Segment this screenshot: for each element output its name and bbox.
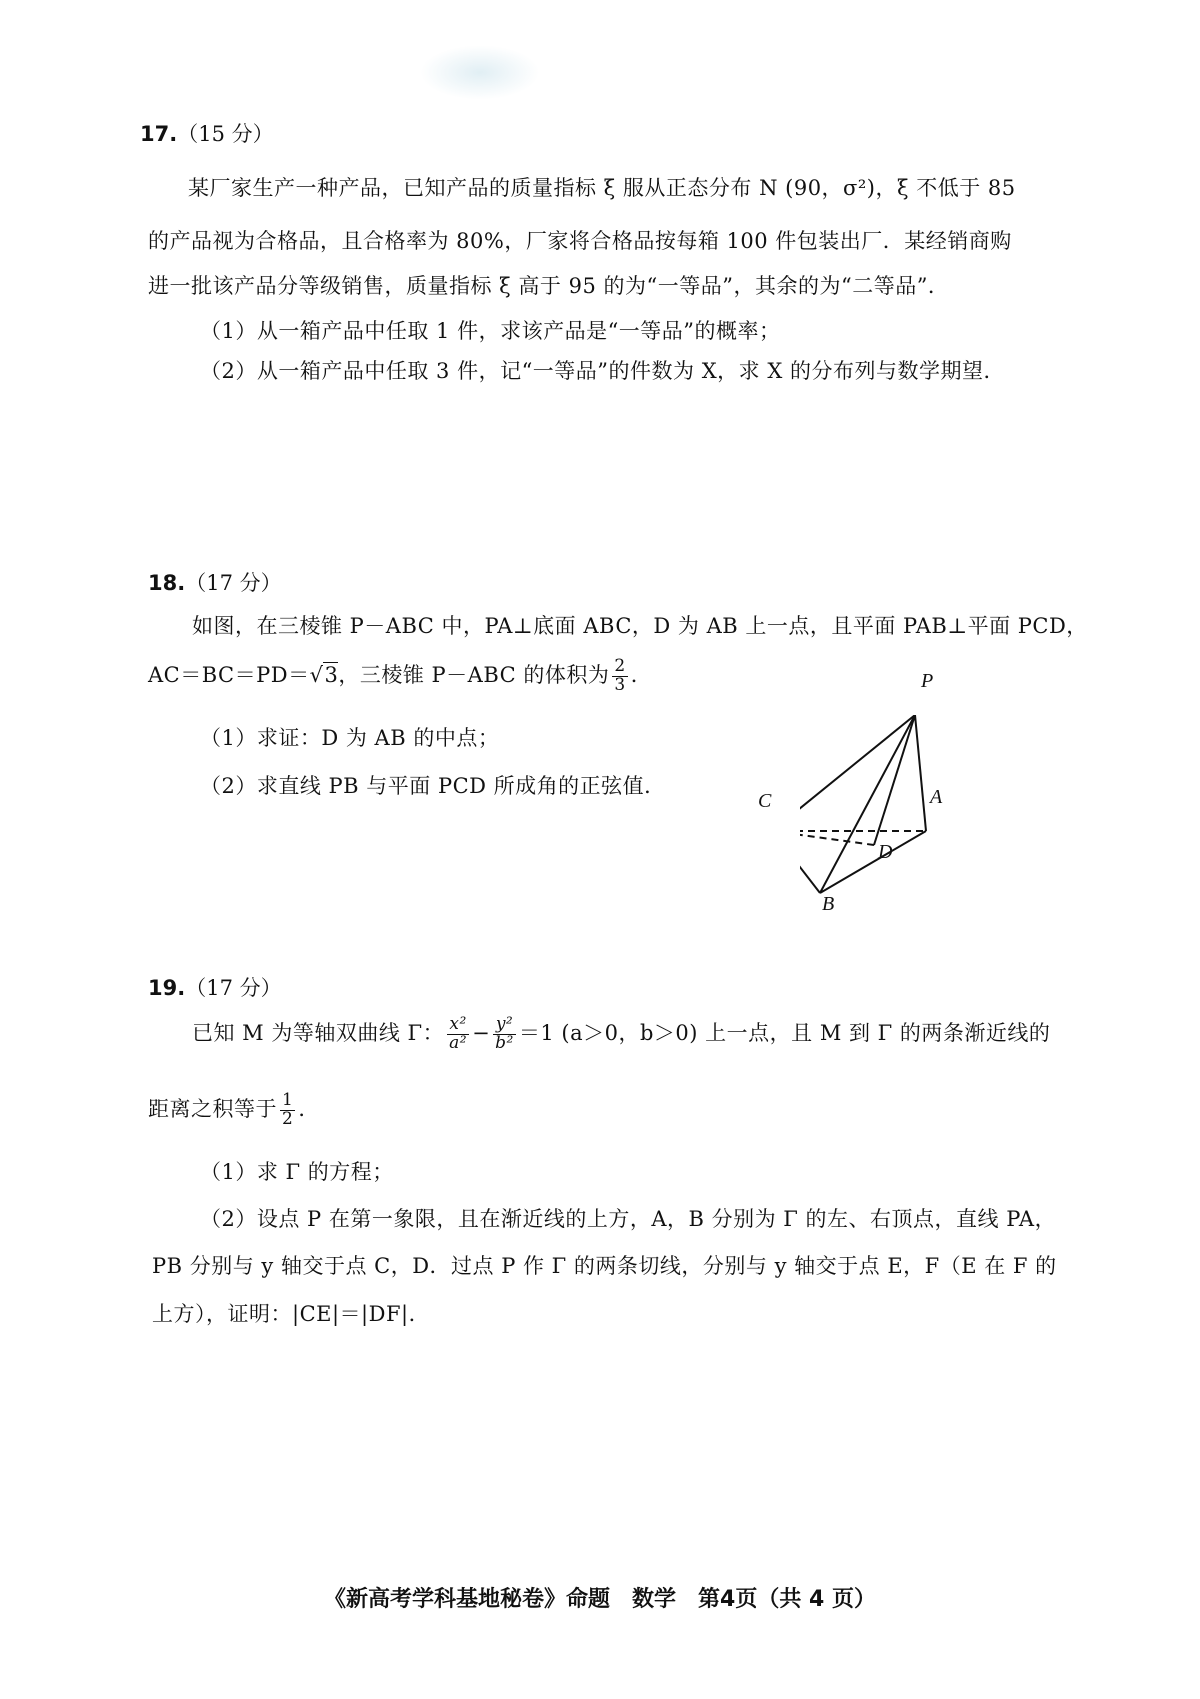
q18-number: 18.	[148, 571, 186, 595]
half-numerator: 1	[282, 1090, 294, 1110]
eq-rest: ＝1 (a＞0，b＞0) 上一点，且 M 到 Γ 的两条渐近线的	[518, 1020, 1051, 1045]
q17-score: （15 分）	[177, 122, 274, 146]
volume-numerator: 2	[614, 656, 626, 676]
q19-part1: （1）求 Γ 的方程；	[200, 1160, 394, 1184]
label-D: D	[878, 841, 893, 863]
q17-stem-line3: 进一批该产品分等级销售，质量指标 ξ 高于 95 的为“一等品”，其余的为“二等品”．	[148, 274, 950, 298]
q19-part2-line1: （2）设点 P 在第一象限，且在渐近线的上方，A，B 分别为 Γ 的左、右顶点，直线 PA，	[200, 1207, 1057, 1231]
q19-number: 19.	[148, 976, 186, 1000]
label-B: B	[822, 893, 835, 915]
q17-number: 17.	[140, 122, 178, 146]
q18-stem-line2-pre: AC＝BC＝PD＝	[148, 662, 310, 687]
q19-score: （17 分）	[185, 976, 282, 1000]
q17-stem-line2: 的产品视为合格品，且合格率为 80%，厂家将合格品按每箱 100 件包装出厂．某经销商购	[148, 229, 1012, 253]
q19-stem-line1	[192, 1016, 1050, 1053]
half-denominator: 2	[282, 1108, 294, 1129]
x-fraction	[447, 1016, 469, 1053]
q18-part2: （2）求直线 PB 与平面 PCD 所成角的正弦值．	[200, 774, 666, 798]
q17-part1: （1）从一箱产品中任取 1 件，求该产品是“一等品”的概率；	[200, 319, 781, 343]
q17-header	[140, 118, 274, 148]
q18-part1: （1）求证：D 为 AB 的中点；	[200, 726, 500, 750]
q18-stem-line1: 如图，在三棱锥 P－ABC 中，PA⊥底面 ABC，D 为 AB 上一点，且平面 PAB⊥平面 PCD，	[192, 614, 1088, 638]
q18-stem-line2	[148, 658, 652, 695]
figure-labels	[740, 660, 1070, 930]
q17-part2: （2）从一箱产品中任取 3 件，记“一等品”的件数为 X，求 X 的分布列与数学期望．	[200, 359, 1005, 383]
q17-stem-line1: 某厂家生产一种产品，已知产品的质量指标 ξ 服从正态分布 N (90，σ²)，ξ 不低于 85	[188, 176, 1016, 200]
y-numerator: y²	[493, 1016, 516, 1035]
y-denominator: b²	[495, 1032, 514, 1053]
q19-header	[148, 972, 282, 1002]
q18-stem-line2-mid: ，三棱锥 P－ABC 的体积为	[338, 662, 610, 687]
q19-part2-line2: PB 分别与 y 轴交于点 C，D．过点 P 作 Γ 的两条切线，分别与 y 轴交于点 E，F（E 在 F 的	[152, 1254, 1057, 1278]
half-fraction	[280, 1092, 295, 1129]
x-denominator: a²	[449, 1032, 468, 1053]
q18-score: （17 分）	[185, 571, 282, 595]
x-numerator: x²	[447, 1016, 469, 1035]
q19-stem-pre: 已知 M 为等轴双曲线 Γ：	[192, 1020, 445, 1045]
q18-header	[148, 567, 282, 597]
q19-stem-line2-pre: 距离之积等于	[148, 1096, 277, 1121]
volume-denominator: 3	[614, 674, 626, 695]
scan-smudge	[420, 45, 540, 100]
sqrt-sign: √	[309, 662, 324, 687]
label-P: P	[921, 670, 934, 692]
q19-stem-line2-end: ．	[298, 1096, 320, 1121]
q19-part2-line3: 上方），证明：|CE|＝|DF|．	[152, 1302, 431, 1326]
sqrt-radicand: 3	[324, 662, 339, 687]
volume-fraction	[612, 658, 627, 695]
q19-stem-line2	[148, 1092, 320, 1129]
label-C: C	[758, 790, 772, 812]
q18-stem-line2-end: ．	[630, 662, 653, 687]
y-fraction	[493, 1016, 516, 1053]
page-footer: 《新高考学科基地秘卷》命题 数学 第4页（共 4 页）	[324, 1587, 876, 1612]
eq-minus: −	[472, 1020, 491, 1045]
label-A: A	[930, 786, 943, 808]
